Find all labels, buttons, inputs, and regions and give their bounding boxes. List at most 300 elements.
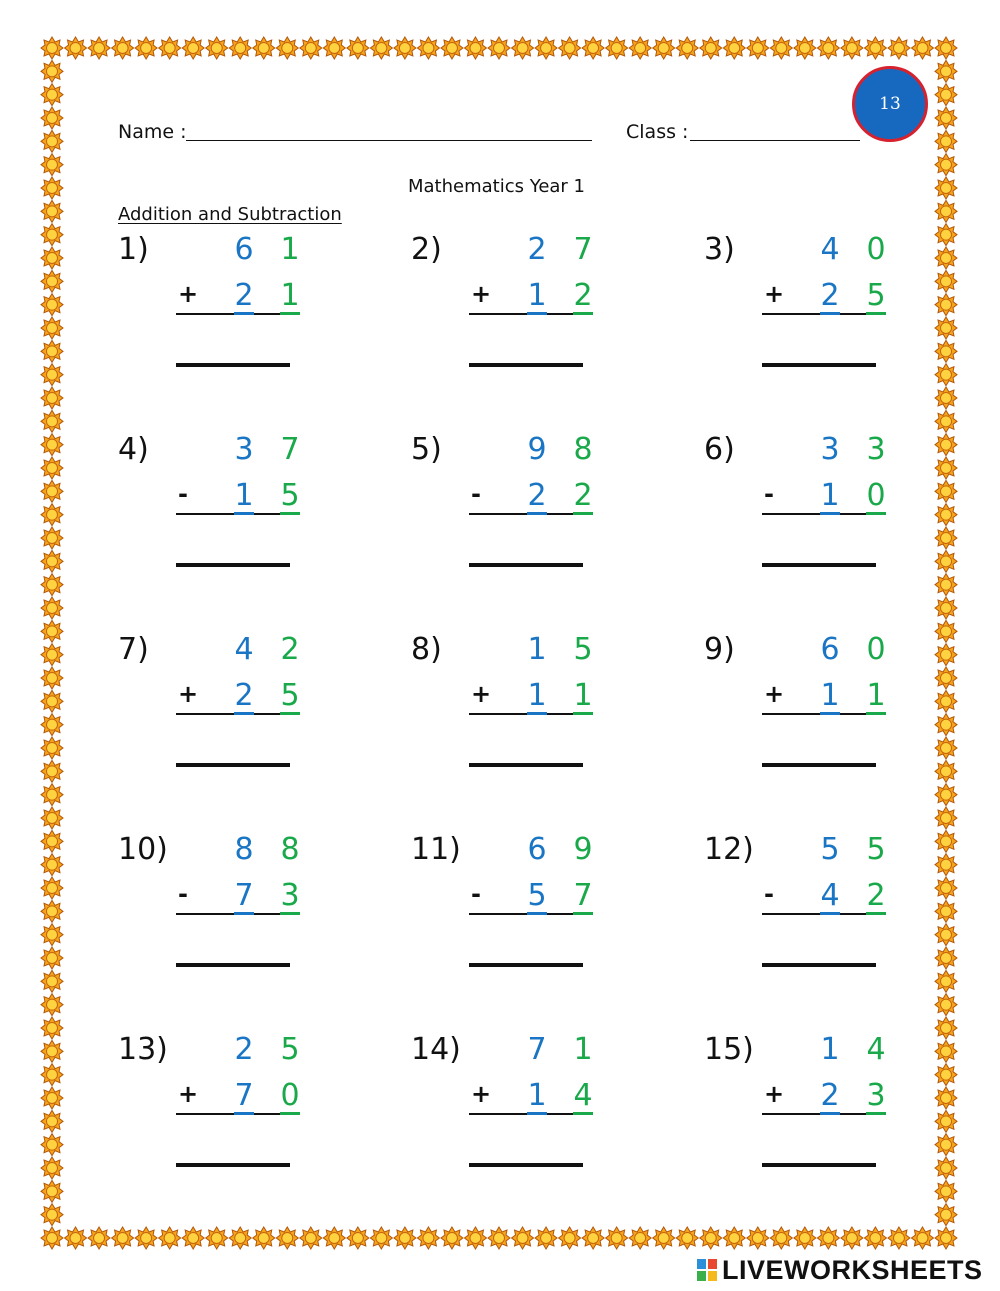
top-ones-digit: 2 bbox=[280, 632, 300, 667]
sun-icon bbox=[911, 1227, 933, 1249]
sun-icon bbox=[935, 364, 957, 386]
sun-icon bbox=[935, 270, 957, 292]
sun-icon bbox=[723, 1227, 745, 1249]
operator-sign: - bbox=[764, 880, 774, 908]
bottom-tens-digit: 1 bbox=[527, 1078, 547, 1113]
sun-icon bbox=[182, 37, 204, 59]
problem-number: 7) bbox=[118, 632, 149, 667]
answer-blank[interactable] bbox=[469, 1163, 583, 1167]
tens-underline bbox=[234, 912, 254, 915]
sun-icon bbox=[65, 37, 87, 59]
sun-icon bbox=[935, 387, 957, 409]
operator-sign: + bbox=[471, 280, 492, 308]
sun-icon bbox=[41, 667, 63, 689]
sun-icon bbox=[935, 200, 957, 222]
sun-icon bbox=[935, 597, 957, 619]
sun-icon bbox=[41, 994, 63, 1016]
sun-icon bbox=[582, 1227, 604, 1249]
name-label: Name : bbox=[118, 121, 187, 143]
sun-icon bbox=[935, 737, 957, 759]
bottom-tens-digit: 1 bbox=[820, 678, 840, 713]
sun-icon bbox=[864, 1227, 886, 1249]
answer-blank[interactable] bbox=[176, 963, 290, 967]
sun-icon bbox=[935, 1017, 957, 1039]
problem-4 bbox=[118, 432, 348, 602]
bottom-tens-digit: 2 bbox=[234, 278, 254, 313]
top-ones-digit: 5 bbox=[573, 632, 593, 667]
top-tens-digit: 2 bbox=[527, 232, 547, 267]
problem-number: 15) bbox=[704, 1032, 754, 1067]
sun-icon bbox=[935, 784, 957, 806]
sun-icon bbox=[653, 37, 675, 59]
sun-icon bbox=[464, 1227, 486, 1249]
sun-icon bbox=[935, 900, 957, 922]
problem-number: 1) bbox=[118, 232, 149, 267]
problem-7 bbox=[118, 632, 348, 802]
sun-icon bbox=[65, 1227, 87, 1249]
operator-sign: + bbox=[764, 680, 785, 708]
sun-icon bbox=[41, 247, 63, 269]
sun-icon bbox=[935, 37, 957, 59]
sun-icon bbox=[135, 37, 157, 59]
sun-icon bbox=[41, 200, 63, 222]
top-tens-digit: 1 bbox=[527, 632, 547, 667]
bottom-tens-digit: 2 bbox=[820, 1078, 840, 1113]
bottom-tens-digit: 2 bbox=[527, 478, 547, 513]
sun-icon bbox=[41, 1040, 63, 1062]
sun-icon bbox=[41, 644, 63, 666]
answer-blank[interactable] bbox=[762, 1163, 876, 1167]
sun-icon bbox=[41, 830, 63, 852]
sun-icon bbox=[41, 177, 63, 199]
sun-icon bbox=[935, 130, 957, 152]
bottom-ones-digit: 2 bbox=[573, 278, 593, 313]
sun-icon bbox=[464, 37, 486, 59]
tens-underline bbox=[820, 712, 840, 715]
sun-icon bbox=[629, 37, 651, 59]
problem-3 bbox=[704, 232, 934, 402]
operator-sign: + bbox=[178, 1080, 199, 1108]
sun-icon bbox=[935, 1180, 957, 1202]
sun-icon bbox=[41, 1180, 63, 1202]
sun-icon bbox=[794, 37, 816, 59]
sun-icon bbox=[888, 37, 910, 59]
problem-14 bbox=[411, 1032, 641, 1202]
bottom-ones-digit: 3 bbox=[866, 1078, 886, 1113]
sun-icon bbox=[370, 37, 392, 59]
sun-icon bbox=[41, 1227, 63, 1249]
sun-icon bbox=[559, 1227, 581, 1249]
ones-underline bbox=[866, 712, 886, 715]
top-ones-digit: 7 bbox=[280, 432, 300, 467]
tens-underline bbox=[234, 712, 254, 715]
class-field[interactable] bbox=[690, 140, 860, 141]
answer-blank[interactable] bbox=[176, 563, 290, 567]
operation-line bbox=[469, 713, 581, 715]
sun-icon bbox=[700, 37, 722, 59]
bottom-tens-digit: 5 bbox=[527, 878, 547, 913]
ones-underline bbox=[573, 712, 593, 715]
sun-icon bbox=[935, 527, 957, 549]
sun-icon bbox=[935, 434, 957, 456]
sun-icon bbox=[41, 107, 63, 129]
operation-line bbox=[176, 313, 288, 315]
sun-icon bbox=[276, 37, 298, 59]
sun-icon bbox=[676, 1227, 698, 1249]
sun-icon bbox=[41, 947, 63, 969]
sun-icon bbox=[112, 37, 134, 59]
problem-number: 9) bbox=[704, 632, 735, 667]
sun-icon bbox=[935, 760, 957, 782]
bottom-ones-digit: 0 bbox=[866, 478, 886, 513]
problem-number: 12) bbox=[704, 832, 754, 867]
sun-icon bbox=[41, 224, 63, 246]
operation-line bbox=[469, 313, 581, 315]
problem-number: 5) bbox=[411, 432, 442, 467]
sun-icon bbox=[441, 1227, 463, 1249]
bottom-tens-digit: 7 bbox=[234, 1078, 254, 1113]
top-ones-digit: 8 bbox=[573, 432, 593, 467]
problem-2 bbox=[411, 232, 641, 402]
tens-underline bbox=[527, 912, 547, 915]
sun-icon bbox=[253, 37, 275, 59]
sun-icon bbox=[41, 434, 63, 456]
sun-icon bbox=[817, 1227, 839, 1249]
operation-line bbox=[762, 913, 874, 915]
sun-icon bbox=[41, 1134, 63, 1156]
sun-icon bbox=[747, 37, 769, 59]
bottom-tens-digit: 1 bbox=[527, 678, 547, 713]
sun-icon bbox=[653, 1227, 675, 1249]
top-tens-digit: 1 bbox=[820, 1032, 840, 1067]
tens-underline bbox=[820, 312, 840, 315]
sun-icon bbox=[41, 340, 63, 362]
sun-icon bbox=[841, 37, 863, 59]
sun-icon bbox=[41, 1087, 63, 1109]
sun-icon bbox=[41, 270, 63, 292]
sun-icon bbox=[41, 714, 63, 736]
sun-icon bbox=[88, 37, 110, 59]
sun-icon bbox=[41, 574, 63, 596]
top-ones-digit: 8 bbox=[280, 832, 300, 867]
top-tens-digit: 4 bbox=[820, 232, 840, 267]
top-ones-digit: 7 bbox=[573, 232, 593, 267]
ones-underline bbox=[866, 912, 886, 915]
sun-icon bbox=[535, 1227, 557, 1249]
top-tens-digit: 5 bbox=[820, 832, 840, 867]
sun-icon bbox=[935, 247, 957, 269]
tens-underline bbox=[527, 1112, 547, 1115]
sun-icon bbox=[300, 1227, 322, 1249]
tens-underline bbox=[234, 512, 254, 515]
operation-line bbox=[469, 513, 581, 515]
sun-icon bbox=[41, 317, 63, 339]
operator-sign: + bbox=[471, 1080, 492, 1108]
sun-icon bbox=[935, 1227, 957, 1249]
top-ones-digit: 4 bbox=[866, 1032, 886, 1067]
sun-icon bbox=[935, 854, 957, 876]
operation-line bbox=[762, 1113, 874, 1115]
sun-icon bbox=[41, 1064, 63, 1086]
sun-icon bbox=[394, 37, 416, 59]
sun-icon bbox=[41, 970, 63, 992]
sun-icon bbox=[935, 877, 957, 899]
operator-sign: - bbox=[471, 880, 481, 908]
sun-icon bbox=[41, 457, 63, 479]
top-tens-digit: 3 bbox=[820, 432, 840, 467]
sun-icon bbox=[935, 177, 957, 199]
bottom-tens-digit: 7 bbox=[234, 878, 254, 913]
sun-icon bbox=[229, 1227, 251, 1249]
sun-icon bbox=[229, 37, 251, 59]
top-tens-digit: 7 bbox=[527, 1032, 547, 1067]
problem-12 bbox=[704, 832, 934, 1002]
top-tens-digit: 8 bbox=[234, 832, 254, 867]
sun-icon bbox=[770, 1227, 792, 1249]
sun-icon bbox=[41, 1110, 63, 1132]
ones-underline bbox=[280, 912, 300, 915]
sun-icon bbox=[935, 294, 957, 316]
tens-underline bbox=[527, 712, 547, 715]
problem-number: 11) bbox=[411, 832, 461, 867]
sun-icon bbox=[41, 364, 63, 386]
sun-icon bbox=[41, 294, 63, 316]
sun-icon bbox=[723, 37, 745, 59]
bottom-ones-digit: 4 bbox=[573, 1078, 593, 1113]
bottom-ones-digit: 0 bbox=[280, 1078, 300, 1113]
answer-blank[interactable] bbox=[762, 563, 876, 567]
sun-icon bbox=[935, 690, 957, 712]
problem-6 bbox=[704, 432, 934, 602]
problem-number: 2) bbox=[411, 232, 442, 267]
sun-icon bbox=[935, 317, 957, 339]
sun-icon bbox=[676, 37, 698, 59]
operation-line bbox=[469, 1113, 581, 1115]
class-label: Class : bbox=[626, 121, 689, 143]
ones-underline bbox=[573, 912, 593, 915]
top-tens-digit: 4 bbox=[234, 632, 254, 667]
sun-icon bbox=[135, 1227, 157, 1249]
sun-icon bbox=[41, 527, 63, 549]
ones-underline bbox=[280, 1112, 300, 1115]
answer-blank[interactable] bbox=[469, 363, 583, 367]
sun-icon bbox=[935, 714, 957, 736]
problem-8 bbox=[411, 632, 641, 802]
bottom-tens-digit: 1 bbox=[527, 278, 547, 313]
bottom-tens-digit: 1 bbox=[234, 478, 254, 513]
operation-line bbox=[176, 513, 288, 515]
sun-icon bbox=[935, 830, 957, 852]
sun-icon bbox=[700, 1227, 722, 1249]
operation-line bbox=[469, 913, 581, 915]
answer-blank[interactable] bbox=[469, 563, 583, 567]
top-ones-digit: 1 bbox=[280, 232, 300, 267]
problem-10 bbox=[118, 832, 348, 1002]
sun-icon bbox=[441, 37, 463, 59]
ones-underline bbox=[573, 1112, 593, 1115]
sun-icon bbox=[935, 1157, 957, 1179]
operator-sign: + bbox=[764, 280, 785, 308]
sun-icon bbox=[935, 1064, 957, 1086]
ones-underline bbox=[866, 1112, 886, 1115]
top-ones-digit: 5 bbox=[280, 1032, 300, 1067]
sun-icon bbox=[935, 994, 957, 1016]
sun-icon bbox=[935, 970, 957, 992]
sun-icon bbox=[935, 667, 957, 689]
sun-icon bbox=[935, 807, 957, 829]
sun-icon bbox=[935, 107, 957, 129]
sun-icon bbox=[935, 644, 957, 666]
sun-icon bbox=[112, 1227, 134, 1249]
sun-icon bbox=[935, 1110, 957, 1132]
sun-icon bbox=[935, 410, 957, 432]
sun-icon bbox=[41, 37, 63, 59]
sun-icon bbox=[41, 387, 63, 409]
sun-icon bbox=[935, 457, 957, 479]
bottom-tens-digit: 2 bbox=[820, 278, 840, 313]
problem-number: 13) bbox=[118, 1032, 168, 1067]
ones-underline bbox=[573, 312, 593, 315]
problem-9 bbox=[704, 632, 934, 802]
sun-icon bbox=[935, 154, 957, 176]
sun-icon bbox=[323, 37, 345, 59]
sun-icon bbox=[276, 1227, 298, 1249]
sun-icon bbox=[817, 37, 839, 59]
bottom-ones-digit: 2 bbox=[573, 478, 593, 513]
sun-icon bbox=[864, 37, 886, 59]
ones-underline bbox=[280, 312, 300, 315]
problem-number: 10) bbox=[118, 832, 168, 867]
name-field[interactable] bbox=[186, 140, 592, 141]
bottom-tens-digit: 4 bbox=[820, 878, 840, 913]
problem-1 bbox=[118, 232, 348, 402]
sun-icon bbox=[182, 1227, 204, 1249]
answer-blank[interactable] bbox=[762, 363, 876, 367]
ones-underline bbox=[866, 512, 886, 515]
problem-number: 14) bbox=[411, 1032, 461, 1067]
top-tens-digit: 6 bbox=[527, 832, 547, 867]
sun-icon bbox=[41, 877, 63, 899]
answer-blank[interactable] bbox=[176, 1163, 290, 1167]
sun-icon bbox=[935, 924, 957, 946]
sun-icon bbox=[41, 504, 63, 526]
worksheet-subtitle: Addition and Subtraction bbox=[118, 204, 342, 225]
sun-icon bbox=[770, 37, 792, 59]
sun-icon bbox=[488, 37, 510, 59]
sun-icon bbox=[512, 1227, 534, 1249]
sun-icon bbox=[41, 900, 63, 922]
sun-icon bbox=[41, 690, 63, 712]
sun-icon bbox=[394, 1227, 416, 1249]
sun-icon bbox=[41, 760, 63, 782]
operator-sign: - bbox=[178, 480, 188, 508]
operation-line bbox=[176, 1113, 288, 1115]
operator-sign: + bbox=[764, 1080, 785, 1108]
problem-number: 8) bbox=[411, 632, 442, 667]
problem-13 bbox=[118, 1032, 348, 1202]
problem-15 bbox=[704, 1032, 934, 1202]
bottom-ones-digit: 5 bbox=[866, 278, 886, 313]
sun-icon bbox=[370, 1227, 392, 1249]
sun-icon bbox=[935, 60, 957, 82]
answer-blank[interactable] bbox=[176, 763, 290, 767]
sun-icon bbox=[417, 1227, 439, 1249]
operator-sign: + bbox=[178, 280, 199, 308]
sun-icon bbox=[935, 550, 957, 572]
operator-sign: - bbox=[178, 880, 188, 908]
top-ones-digit: 0 bbox=[866, 632, 886, 667]
worksheet-title: Mathematics Year 1 bbox=[408, 176, 586, 197]
tens-underline bbox=[820, 912, 840, 915]
sun-icon bbox=[41, 737, 63, 759]
sun-icon bbox=[794, 1227, 816, 1249]
tens-underline bbox=[234, 312, 254, 315]
sun-icon bbox=[417, 37, 439, 59]
sun-icon bbox=[935, 947, 957, 969]
operation-line bbox=[762, 713, 874, 715]
top-tens-digit: 2 bbox=[234, 1032, 254, 1067]
operation-line bbox=[762, 313, 874, 315]
top-ones-digit: 0 bbox=[866, 232, 886, 267]
bottom-ones-digit: 3 bbox=[280, 878, 300, 913]
top-tens-digit: 6 bbox=[820, 632, 840, 667]
operator-sign: + bbox=[471, 680, 492, 708]
sun-icon bbox=[300, 37, 322, 59]
answer-blank[interactable] bbox=[469, 963, 583, 967]
sun-icon bbox=[935, 340, 957, 362]
top-tens-digit: 6 bbox=[234, 232, 254, 267]
top-tens-digit: 3 bbox=[234, 432, 254, 467]
page-number-badge: 13 bbox=[852, 66, 928, 142]
operation-line bbox=[762, 513, 874, 515]
top-ones-digit: 9 bbox=[573, 832, 593, 867]
sun-icon bbox=[41, 130, 63, 152]
sun-icon bbox=[488, 1227, 510, 1249]
answer-blank[interactable] bbox=[762, 963, 876, 967]
sun-icon bbox=[41, 924, 63, 946]
tens-underline bbox=[527, 512, 547, 515]
problem-5 bbox=[411, 432, 641, 602]
sun-icon bbox=[253, 1227, 275, 1249]
tens-underline bbox=[234, 1112, 254, 1115]
sun-icon bbox=[41, 1157, 63, 1179]
ones-underline bbox=[280, 712, 300, 715]
ones-underline bbox=[573, 512, 593, 515]
sun-icon bbox=[935, 1134, 957, 1156]
sun-icon bbox=[41, 1017, 63, 1039]
sun-icon bbox=[935, 1204, 957, 1226]
tens-underline bbox=[820, 512, 840, 515]
sun-icon bbox=[935, 1087, 957, 1109]
sun-icon bbox=[935, 620, 957, 642]
sun-icon bbox=[41, 550, 63, 572]
answer-blank[interactable] bbox=[176, 363, 290, 367]
bottom-ones-digit: 5 bbox=[280, 478, 300, 513]
sun-icon bbox=[41, 410, 63, 432]
operation-line bbox=[176, 713, 288, 715]
sun-icon bbox=[41, 480, 63, 502]
bottom-ones-digit: 5 bbox=[280, 678, 300, 713]
answer-blank[interactable] bbox=[762, 763, 876, 767]
answer-blank[interactable] bbox=[469, 763, 583, 767]
sun-icon bbox=[41, 60, 63, 82]
sun-icon bbox=[88, 1227, 110, 1249]
tens-underline bbox=[820, 1112, 840, 1115]
sun-icon bbox=[935, 480, 957, 502]
sun-icon bbox=[888, 1227, 910, 1249]
sun-icon bbox=[41, 597, 63, 619]
bottom-tens-digit: 2 bbox=[234, 678, 254, 713]
